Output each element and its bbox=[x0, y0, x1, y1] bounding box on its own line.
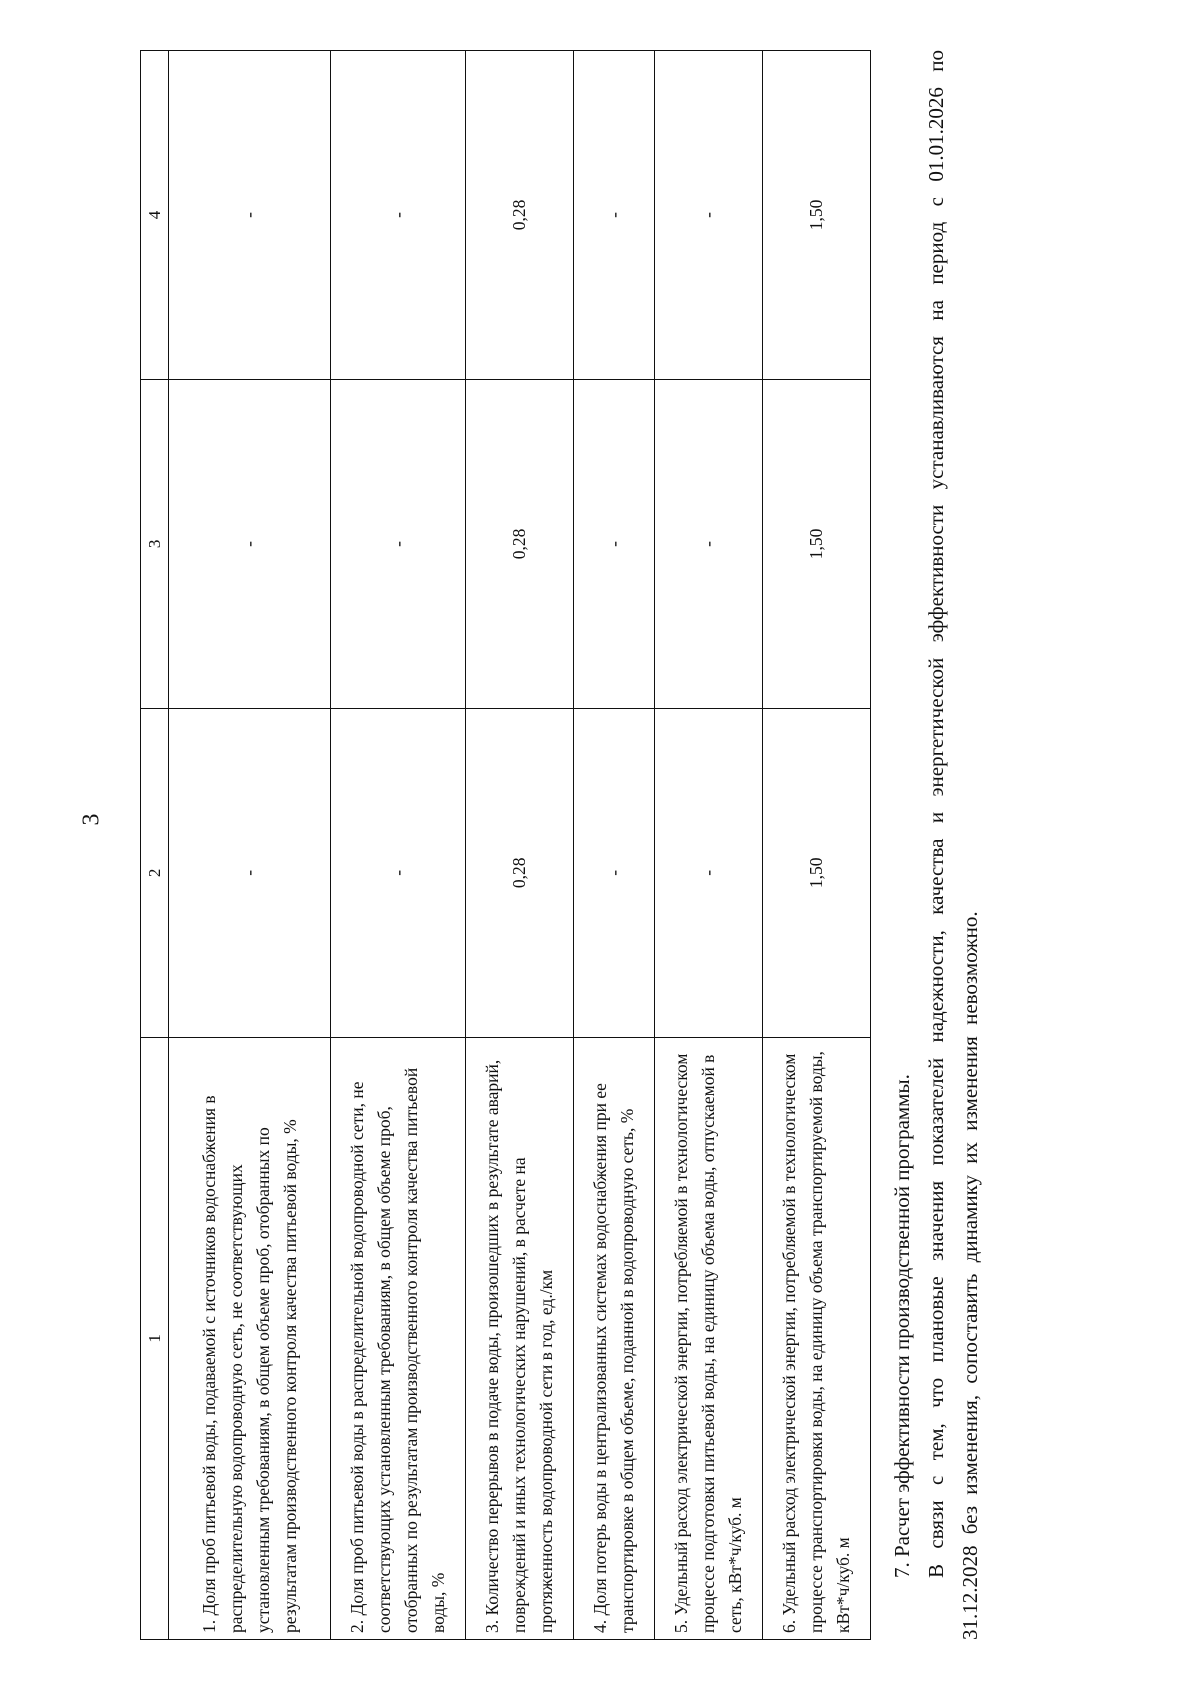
indicator-cell: 2. Доля проб питьевой воды в распределительной водопроводной сети, не соответствующих установленным требованиям, в общем объеме проб, отобранных по результатам производственного контроля качества питьевой воды, % bbox=[331, 1037, 466, 1639]
header-col-1: 1 bbox=[141, 1037, 169, 1639]
value-cell: - bbox=[331, 708, 466, 1037]
value-cell: 0,28 bbox=[466, 708, 574, 1037]
header-col-3: 3 bbox=[141, 379, 169, 708]
value-cell: - bbox=[655, 708, 763, 1037]
indicator-cell: 5. Удельный расход электрической энергии, потребляемой в технологическом процессе подготовки питьевой воды, на единицу объема воды, отпускаемой в сеть, кВт*ч/куб. м bbox=[655, 1037, 763, 1639]
value-cell: - bbox=[331, 51, 466, 380]
value-cell: - bbox=[169, 51, 331, 380]
value-cell: - bbox=[574, 51, 655, 380]
value-cell: - bbox=[169, 379, 331, 708]
page-number: 3 bbox=[78, 813, 105, 826]
table-header-row bbox=[141, 51, 169, 1640]
indicators-table bbox=[140, 50, 871, 1640]
value-cell: 1,50 bbox=[763, 51, 871, 380]
rotated-page-content bbox=[140, 50, 1070, 1640]
value-cell: - bbox=[655, 379, 763, 708]
table-row bbox=[331, 51, 466, 1640]
indicator-cell: 3. Количество перерывов в подаче воды, произошедших в результате аварий, повреждений и иных технологических нарушений, в расчете на протяженность водопроводной сети в год, ед./км bbox=[466, 1037, 574, 1639]
value-cell: 0,28 bbox=[466, 51, 574, 380]
header-col-2: 2 bbox=[141, 708, 169, 1037]
value-cell: 0,28 bbox=[466, 379, 574, 708]
indicator-cell: 6. Удельный расход электрической энергии, потребляемой в технологическом процессе транспортировки воды, на единицу объема транспортируемой воды, кВт*ч/куб. м bbox=[763, 1037, 871, 1639]
indicator-cell: 1. Доля проб питьевой воды, подаваемой с источников водоснабжения в распределительную водопроводную сеть, не соответствующих установленным требованиям, в общем объеме проб, отобранных по результатам производственного контроля качества питьевой воды, % bbox=[169, 1037, 331, 1639]
value-cell: 1,50 bbox=[763, 379, 871, 708]
value-cell: - bbox=[655, 51, 763, 380]
section-7-paragraph: В связи с тем, что плановые значения показателей надежности, качества и энергетической эффективности устанавливаются на период с 01.01.2026 по 31.12.2028 без изменения, сопоставить динамику их изменения невозможно. bbox=[924, 50, 982, 1640]
table-row bbox=[763, 51, 871, 1640]
value-cell: 1,50 bbox=[763, 708, 871, 1037]
value-cell: - bbox=[574, 708, 655, 1037]
section-7 bbox=[885, 50, 987, 1640]
table-row bbox=[466, 51, 574, 1640]
table-row bbox=[574, 51, 655, 1640]
section-7-heading: 7. Расчет эффективности производственной программы. bbox=[890, 1074, 914, 1578]
header-col-4: 4 bbox=[141, 51, 169, 380]
value-cell: - bbox=[331, 379, 466, 708]
table-row bbox=[655, 51, 763, 1640]
value-cell: - bbox=[574, 379, 655, 708]
table-row bbox=[169, 51, 331, 1640]
indicator-cell: 4. Доля потерь воды в централизованных системах водоснабжения при ее транспортировке в общем объеме, поданной в водопроводную сеть, % bbox=[574, 1037, 655, 1639]
value-cell: - bbox=[169, 708, 331, 1037]
